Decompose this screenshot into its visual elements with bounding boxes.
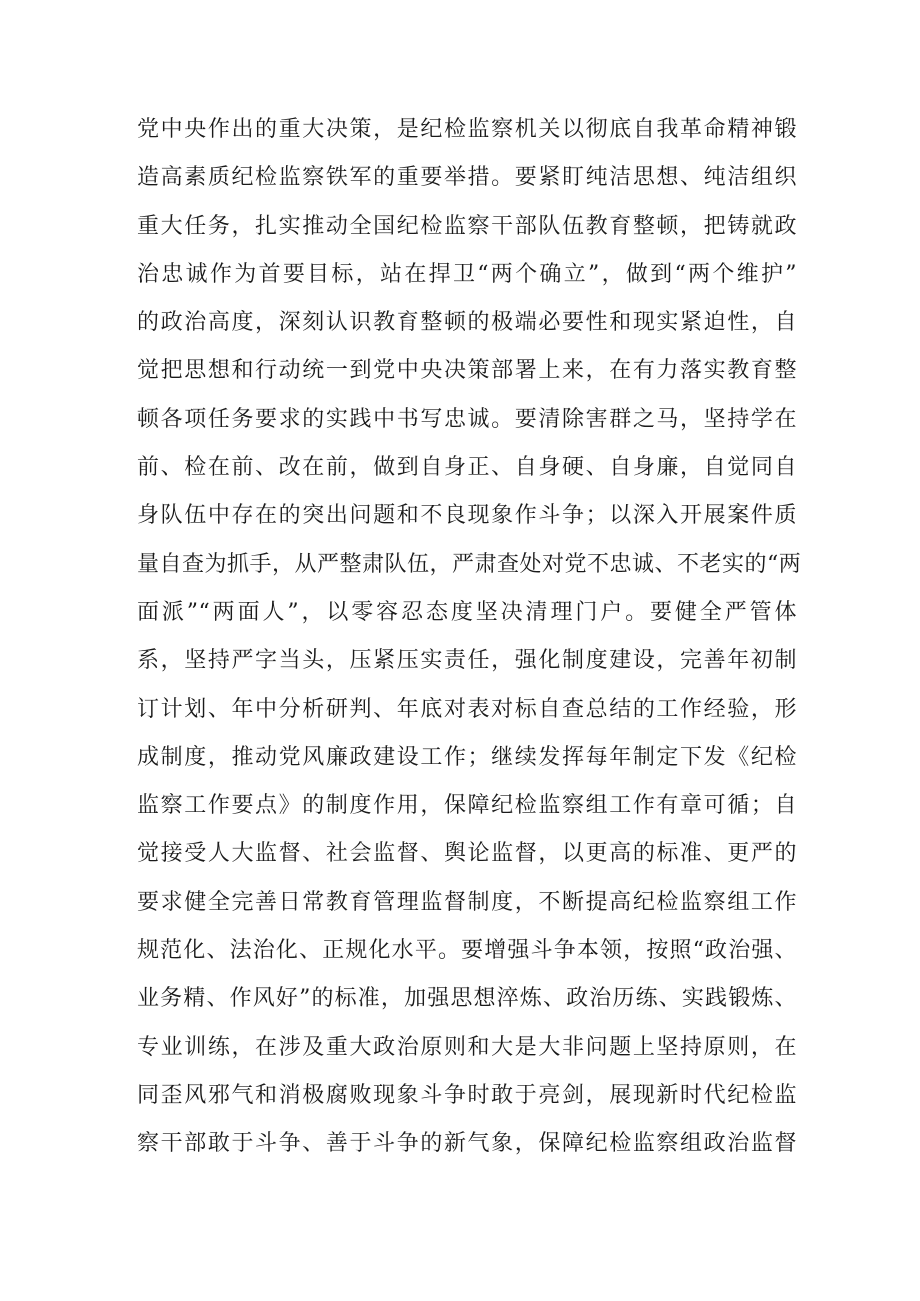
text-line: 面派”“两面人”，以零容忍态度坚决清理门户。要健全严管体 xyxy=(137,599,797,625)
text-line: 顿各项任务要求的实践中书写忠诚。要清除害群之马，坚持学在 xyxy=(137,406,797,432)
text-line: 察干部敢于斗争、善于斗争的新气象，保障纪检监察组政治监督 xyxy=(137,1131,797,1157)
text-line: 成制度，推动党风廉政建设工作；继续发挥每年制定下发《纪检 xyxy=(137,744,797,770)
text-line: 同歪风邪气和消极腐败现象斗争时敢于亮剑，展现新时代纪检监 xyxy=(137,1082,797,1108)
text-line: 要求健全完善日常教育管理监督制度，不断提高纪检监察组工作 xyxy=(137,889,797,915)
text-line: 治忠诚作为首要目标，站在捍卫“两个确立”，做到“两个维护” xyxy=(137,261,797,287)
text-line: 觉把思想和行动统一到党中央决策部署上来，在有力落实教育整 xyxy=(137,358,797,384)
text-line: 前、检在前、改在前，做到自身正、自身硬、自身廉，自觉同自 xyxy=(137,455,797,481)
text-line: 规范化、法治化、正规化水平。要增强斗争本领，按照“政治强、 xyxy=(137,938,797,964)
text-line: 重大任务，扎实推动全国纪检监察干部队伍教育整顿，把铸就政 xyxy=(137,213,797,239)
text-line: 的政治高度，深刻认识教育整顿的极端必要性和现实紧迫性，自 xyxy=(137,310,797,336)
text-line: 系，坚持严字当头，压紧压实责任，强化制度建设，完善年初制 xyxy=(137,648,797,674)
body-paragraph xyxy=(137,106,802,1169)
text-line: 党中央作出的重大决策，是纪检监察机关以彻底自我革命精神锻 xyxy=(137,117,797,142)
text-line: 身队伍中存在的突出问题和不良现象作斗争；以深入开展案件质 xyxy=(137,503,797,529)
text-line: 量自查为抓手，从严整肃队伍，严肃查处对党不忠诚、不老实的“两 xyxy=(137,551,802,577)
text-line: 觉接受人大监督、社会监督、舆论监督，以更高的标准、更严的 xyxy=(137,841,797,867)
text-line: 业务精、作风好”的标准，加强思想淬炼、政治历练、实践锻炼、 xyxy=(137,986,797,1012)
text-line: 订计划、年中分析研判、年底对表对标自查总结的工作经验，形 xyxy=(137,696,797,722)
text-line: 专业训练，在涉及重大政治原则和大是大非问题上坚持原则，在 xyxy=(137,1034,797,1060)
text-line: 造高素质纪检监察铁军的重要举措。要紧盯纯洁思想、纯洁组织 xyxy=(137,165,797,191)
text-line: 监察工作要点》的制度作用，保障纪检监察组工作有章可循；自 xyxy=(137,793,797,819)
